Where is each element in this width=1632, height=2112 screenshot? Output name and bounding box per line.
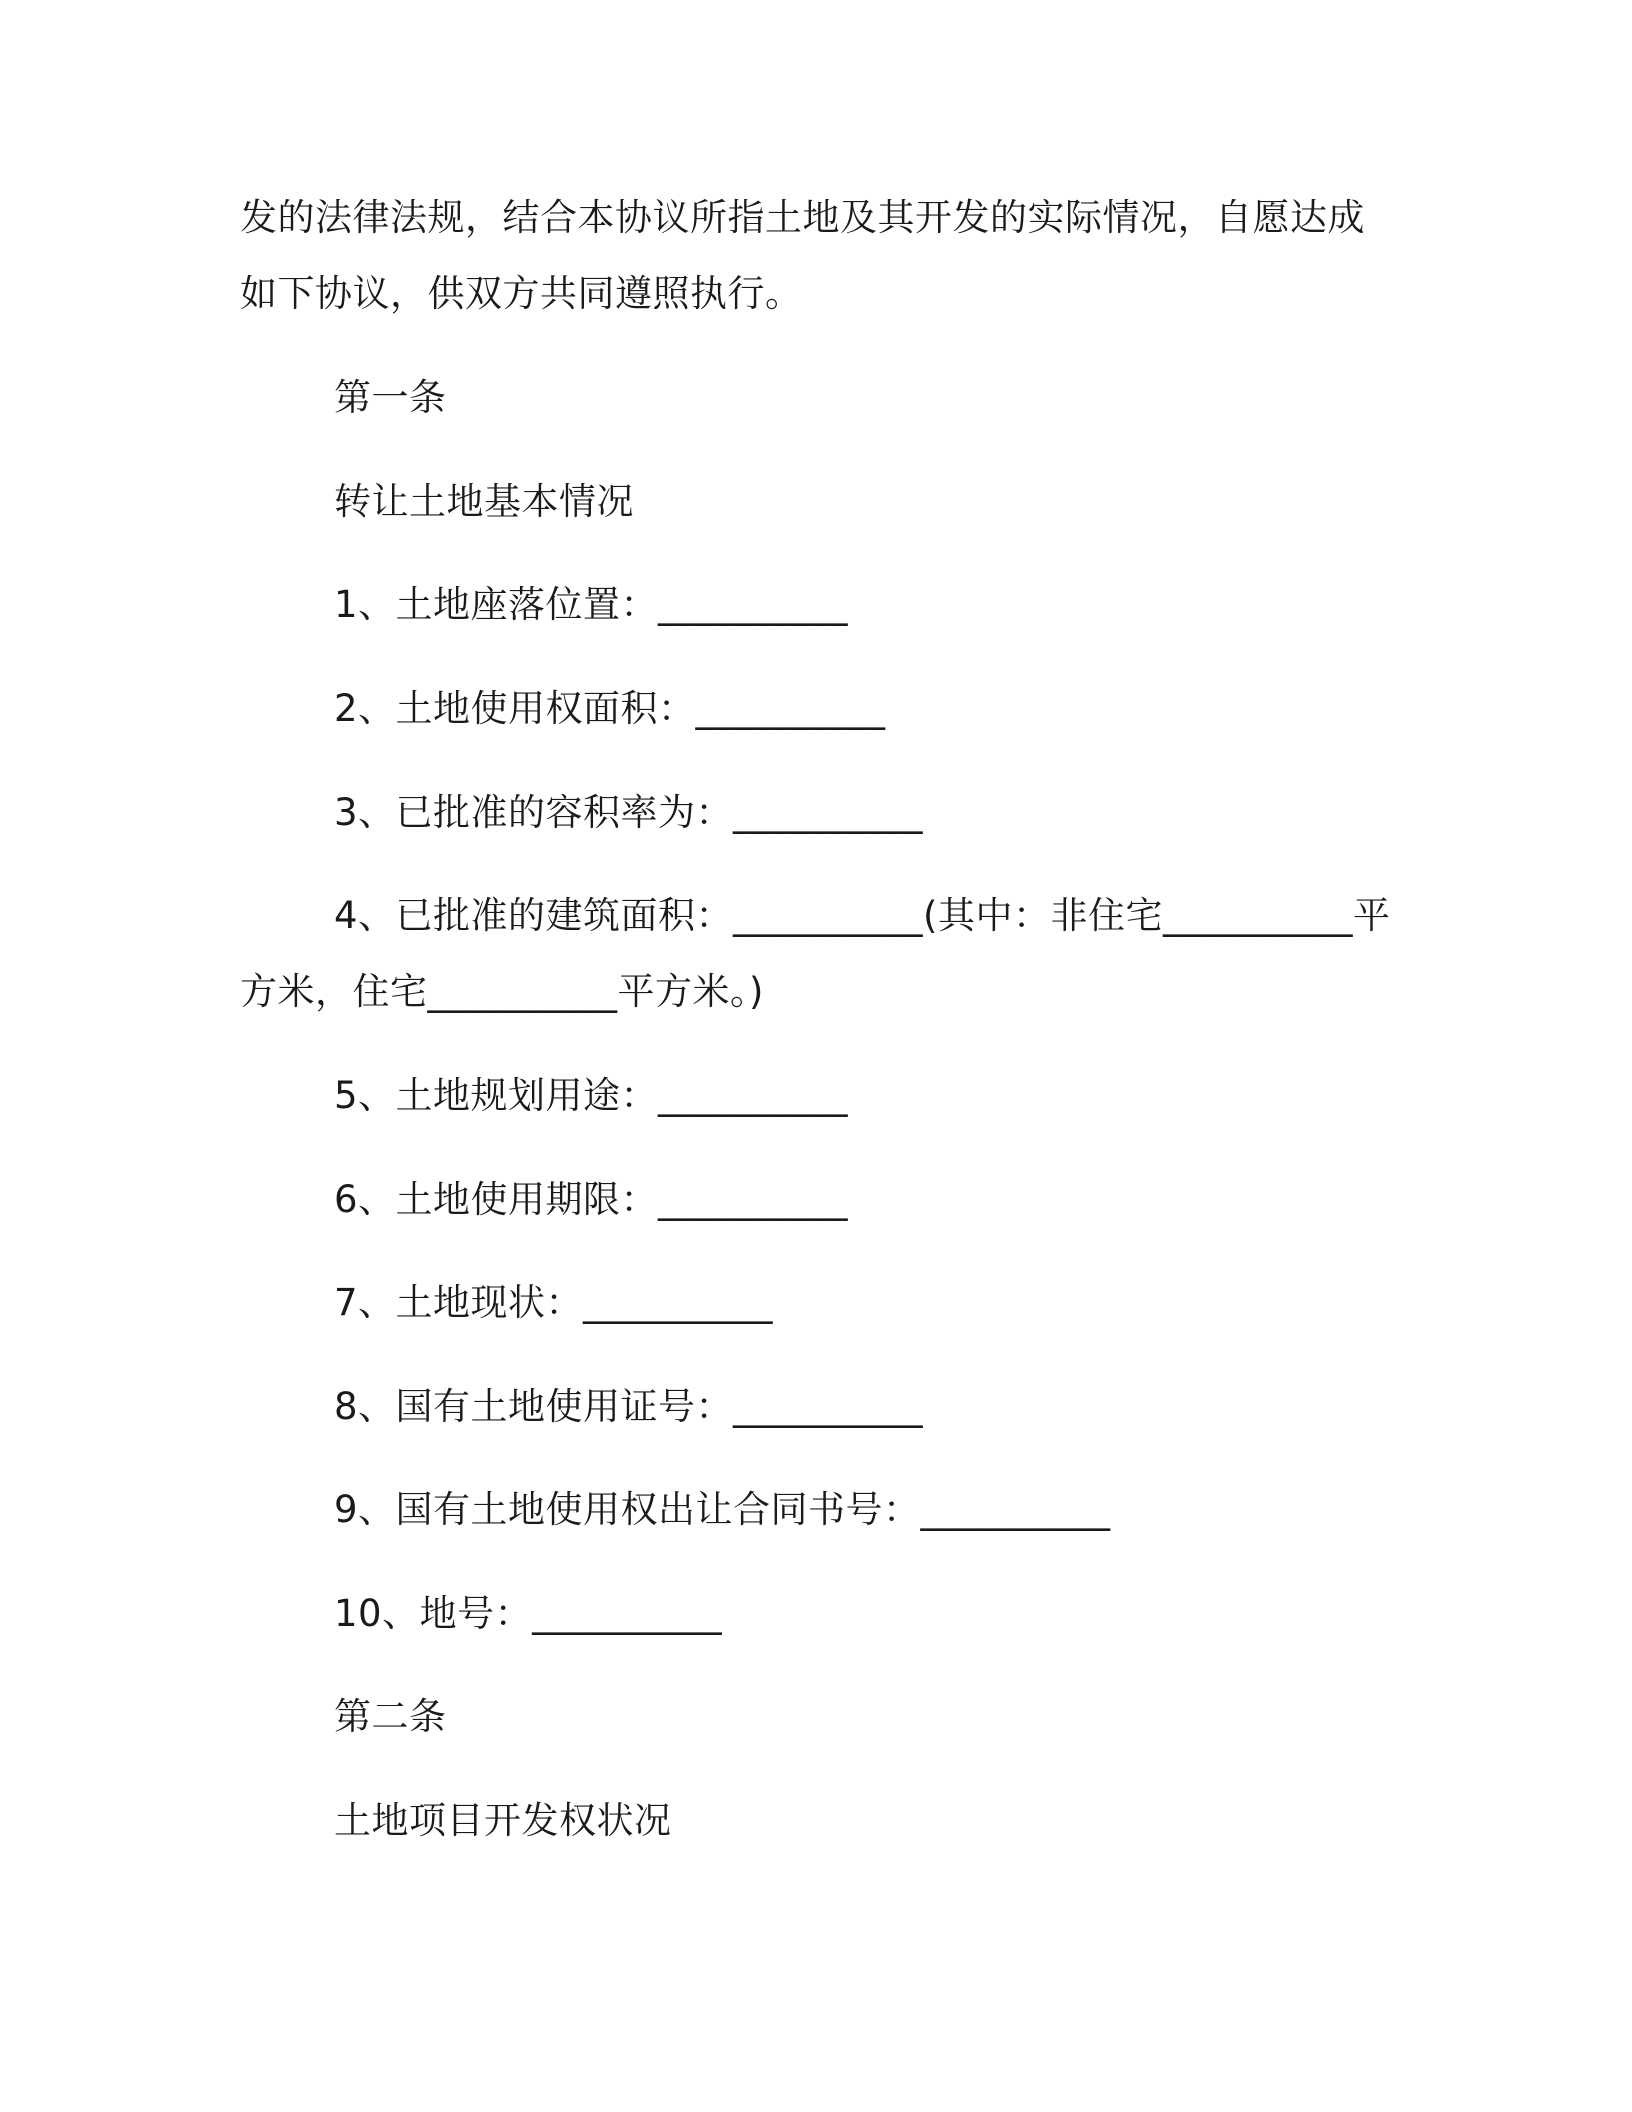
article-2-title: 土地项目开发权状况 [334,1799,672,1842]
list-item: 9、国有土地使用权出让合同书号：__________ [334,1488,1111,1531]
intro-line-2: 如下协议，供双方共同遵照执行。 [240,272,803,315]
article-1-title: 转让土地基本情况 [334,480,634,523]
article-1-heading: 第一条 [334,376,447,419]
intro-line-1: 发的法律法规，结合本协议所指土地及其开发的实际情况，自愿达成 [240,196,1365,239]
list-item: 6、土地使用期限：__________ [334,1178,849,1221]
list-item-continuation: 方米，住宅__________平方米。) [240,970,764,1013]
list-item: 7、土地现状：__________ [334,1281,774,1324]
list-item: 2、土地使用权面积：__________ [334,687,886,730]
list-item: 4、已批准的建筑面积：__________(其中：非住宅__________平 [334,894,1391,937]
list-item: 1、土地座落位置：__________ [334,583,849,626]
list-item: 10、地号：__________ [334,1592,723,1635]
list-item: 3、已批准的容积率为：__________ [334,791,924,834]
article-2-heading: 第二条 [334,1695,447,1738]
list-item: 8、国有土地使用证号：__________ [334,1385,924,1428]
list-item: 5、土地规划用途：__________ [334,1074,849,1117]
